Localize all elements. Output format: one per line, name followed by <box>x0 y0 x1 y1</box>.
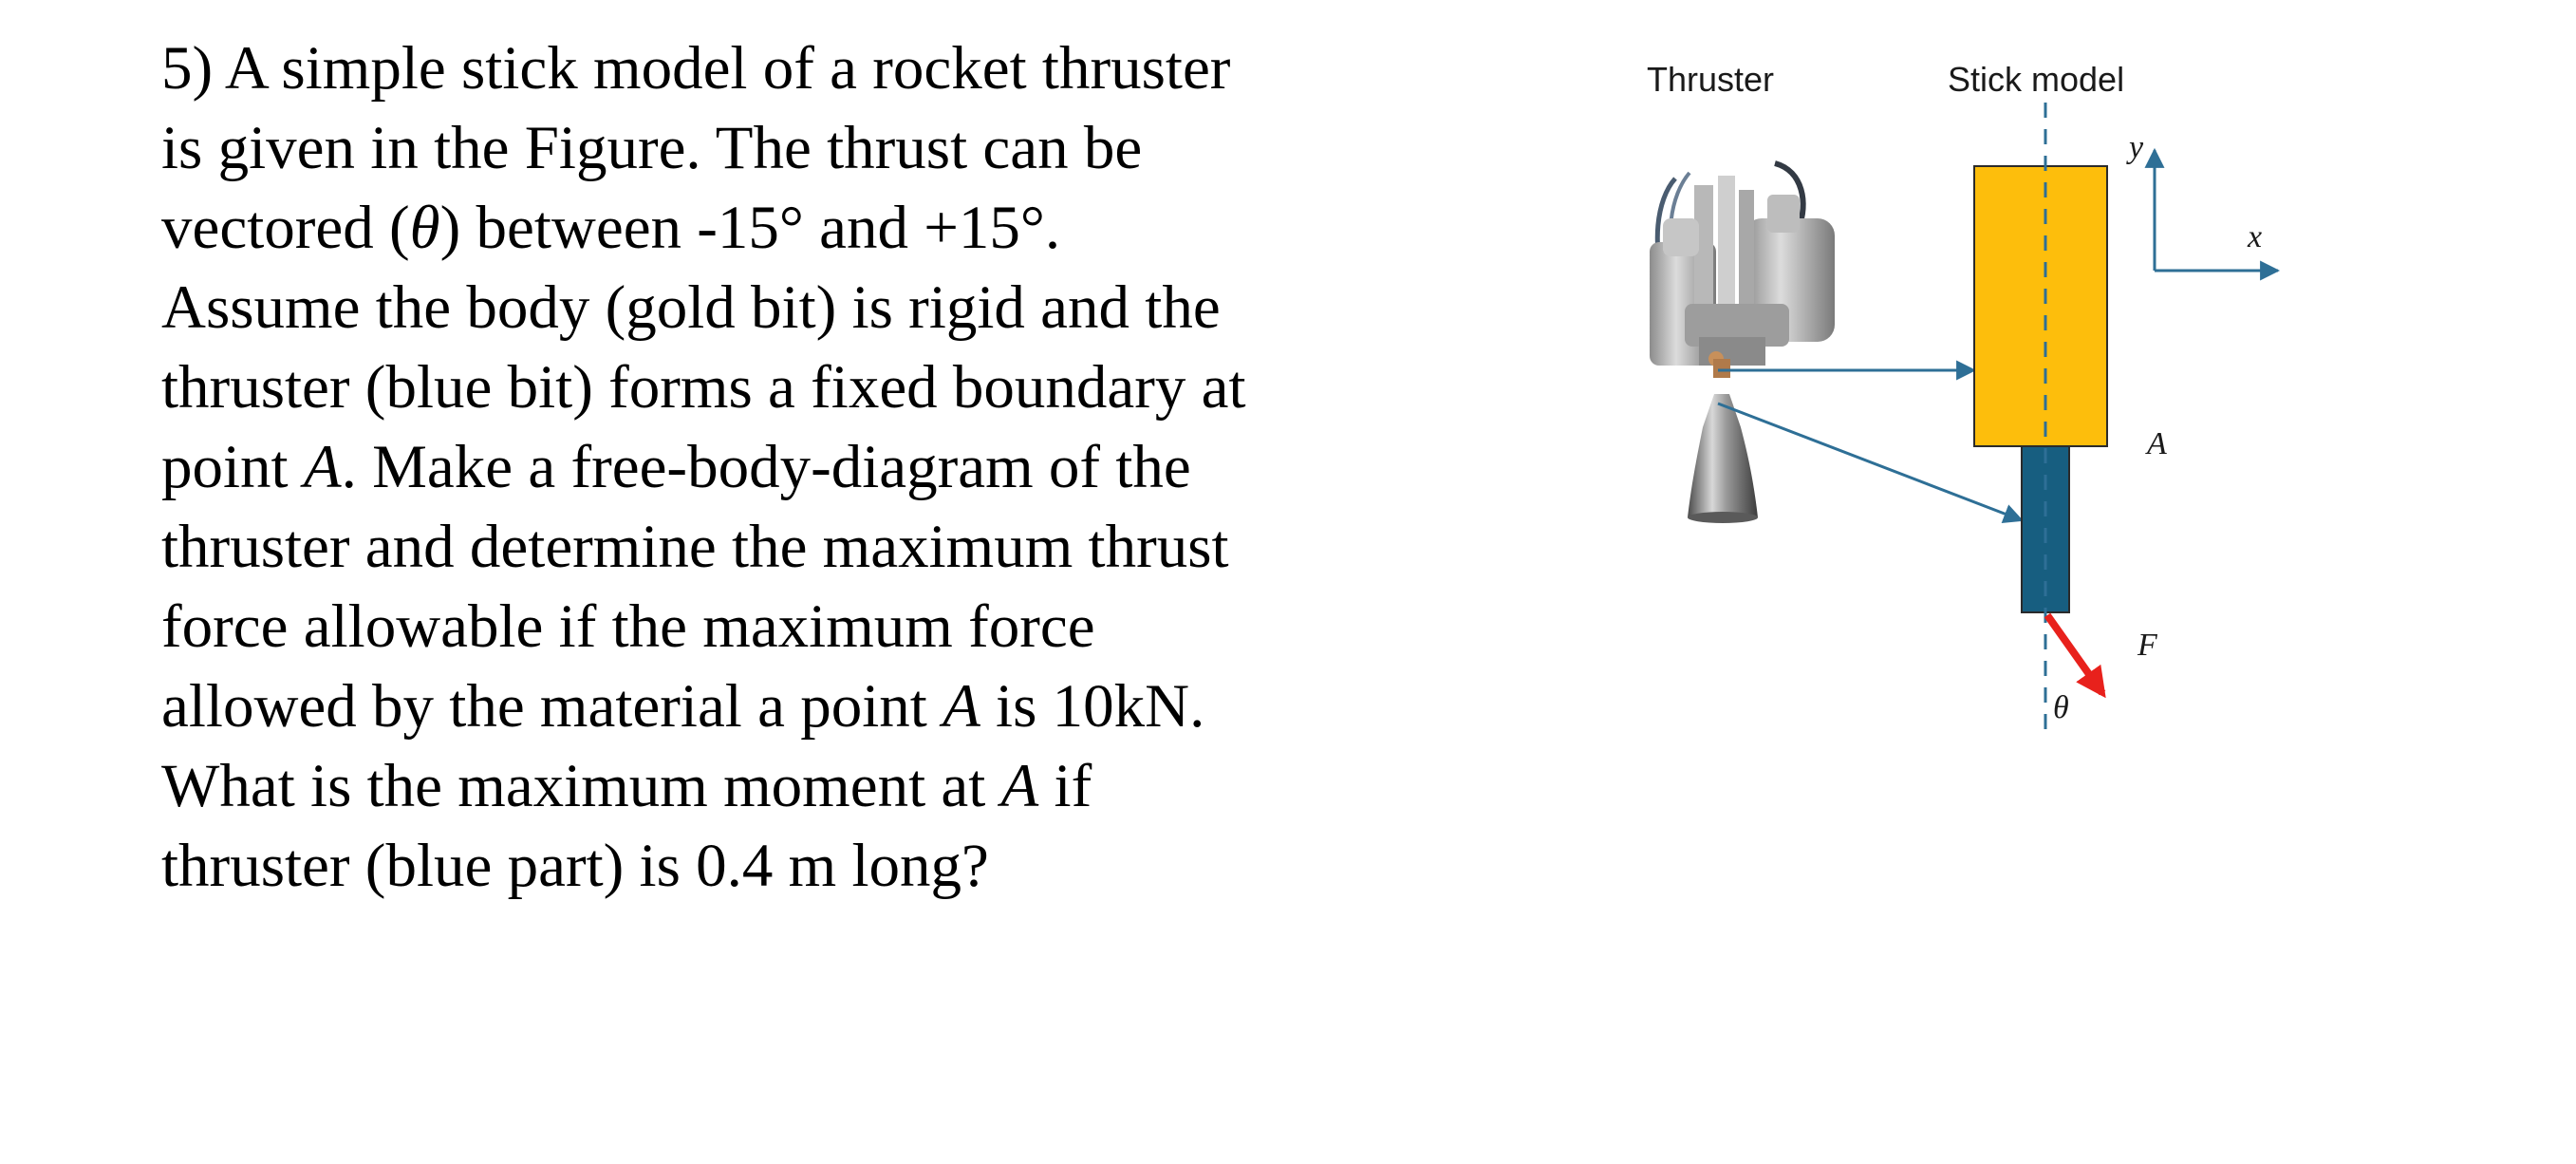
y-axis-label: y <box>2129 130 2144 165</box>
problem-line-11: thruster (blue part) is 0.4 m long? <box>161 832 989 900</box>
problem-line-2: is given in the Figure. The thrust can be <box>161 114 1143 182</box>
problem-line-6: point A. Make a free-body-diagram of the <box>161 433 1191 501</box>
force-label: F <box>2137 628 2157 663</box>
problem-line-1: 5) A simple stick model of a rocket thruster <box>161 34 1231 103</box>
problem-line-10: What is the maximum moment at A if <box>161 752 1092 820</box>
thruster-label: Thruster <box>1647 60 1775 99</box>
stick-model-label: Stick model <box>1948 60 2125 99</box>
theta-symbol: θ <box>409 194 440 262</box>
thrust-force-arrow <box>2047 615 2102 693</box>
point-a-symbol: A <box>303 433 342 501</box>
problem-line-7: thruster and determine the maximum thrust <box>161 513 1229 581</box>
theta-label: θ <box>2053 690 2069 725</box>
point-a-symbol: A <box>1000 752 1039 820</box>
problem-number: 5) <box>161 34 214 103</box>
point-a-label: A <box>2147 426 2167 461</box>
point-a-symbol: A <box>943 672 980 741</box>
problem-line-4: Assume the body (gold bit) is rigid and the <box>161 273 1221 342</box>
problem-line-8: force allowable if the maximum force <box>161 592 1095 661</box>
x-axis-label: x <box>2248 219 2263 254</box>
problem-line-5: thruster (blue bit) forms a fixed boundary at <box>161 353 1246 422</box>
problem-line-3: vectored (θ) between -15° and +15°. <box>161 194 1061 262</box>
gold-body-rect <box>1974 166 2107 446</box>
thruster-photo-illustration <box>1650 163 1835 523</box>
problem-line-9: allowed by the material a point A is 10kN. <box>161 672 1205 741</box>
